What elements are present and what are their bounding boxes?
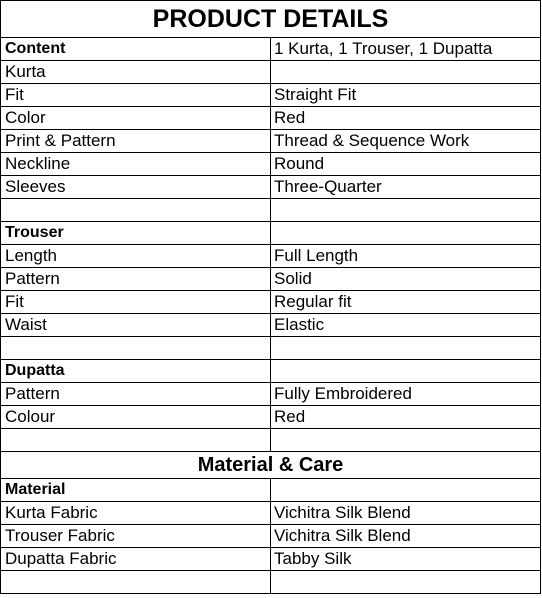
attribute-value: Straight Fit	[271, 84, 541, 107]
attribute-label: Length	[1, 245, 271, 268]
table-row	[1, 130, 541, 153]
table-row	[1, 502, 541, 525]
group-heading: Material	[1, 479, 271, 502]
group-heading: Trouser	[1, 222, 271, 245]
table-row	[1, 84, 541, 107]
table-row	[1, 176, 541, 199]
table-row	[1, 383, 541, 406]
attribute-label	[1, 337, 271, 360]
attribute-label: Fit	[1, 291, 271, 314]
attribute-label: Fit	[1, 84, 271, 107]
attribute-value	[271, 479, 541, 502]
group-heading: Dupatta	[1, 360, 271, 383]
attribute-label: Kurta	[1, 61, 271, 84]
attribute-label: Neckline	[1, 153, 271, 176]
attribute-value: Elastic	[271, 314, 541, 337]
section-row	[1, 452, 541, 479]
group-heading: Content	[1, 38, 271, 61]
attribute-label: Color	[1, 107, 271, 130]
attribute-label: Print & Pattern	[1, 130, 271, 153]
table-row	[1, 525, 541, 548]
attribute-value	[271, 429, 541, 452]
attribute-label: Dupatta Fabric	[1, 548, 271, 571]
attribute-label: Waist	[1, 314, 271, 337]
table-row	[1, 61, 541, 84]
attribute-label	[1, 571, 271, 594]
attribute-value: Round	[271, 153, 541, 176]
table-row	[1, 571, 541, 594]
table-row	[1, 314, 541, 337]
title-row	[1, 1, 541, 38]
attribute-value: Three-Quarter	[271, 176, 541, 199]
attribute-value	[271, 222, 541, 245]
table-row	[1, 479, 541, 502]
table-row	[1, 548, 541, 571]
table-row	[1, 222, 541, 245]
attribute-value	[271, 360, 541, 383]
attribute-value	[271, 61, 541, 84]
table-row	[1, 406, 541, 429]
table-row	[1, 360, 541, 383]
product-details-body	[1, 1, 541, 594]
table-row	[1, 107, 541, 130]
table-row	[1, 245, 541, 268]
table-row	[1, 153, 541, 176]
table-row	[1, 268, 541, 291]
attribute-value: Full Length	[271, 245, 541, 268]
page-title: PRODUCT DETAILS	[1, 1, 541, 38]
attribute-label	[1, 429, 271, 452]
attribute-value: Thread & Sequence Work	[271, 130, 541, 153]
attribute-label: Pattern	[1, 383, 271, 406]
table-row	[1, 291, 541, 314]
attribute-value	[271, 199, 541, 222]
attribute-value: Red	[271, 406, 541, 429]
attribute-label: Trouser Fabric	[1, 525, 271, 548]
attribute-value	[271, 337, 541, 360]
attribute-value: 1 Kurta, 1 Trouser, 1 Dupatta	[271, 38, 541, 61]
table-row	[1, 429, 541, 452]
table-row	[1, 337, 541, 360]
section-title: Material & Care	[1, 452, 541, 479]
attribute-value: Vichitra Silk Blend	[271, 525, 541, 548]
attribute-value: Fully Embroidered	[271, 383, 541, 406]
attribute-value: Red	[271, 107, 541, 130]
attribute-value: Tabby Silk	[271, 548, 541, 571]
attribute-value: Regular fit	[271, 291, 541, 314]
table-row	[1, 38, 541, 61]
attribute-label: Pattern	[1, 268, 271, 291]
attribute-value	[271, 571, 541, 594]
attribute-label: Sleeves	[1, 176, 271, 199]
attribute-label	[1, 199, 271, 222]
attribute-label: Colour	[1, 406, 271, 429]
table-row	[1, 199, 541, 222]
attribute-value: Vichitra Silk Blend	[271, 502, 541, 525]
attribute-value: Solid	[271, 268, 541, 291]
attribute-label: Kurta Fabric	[1, 502, 271, 525]
